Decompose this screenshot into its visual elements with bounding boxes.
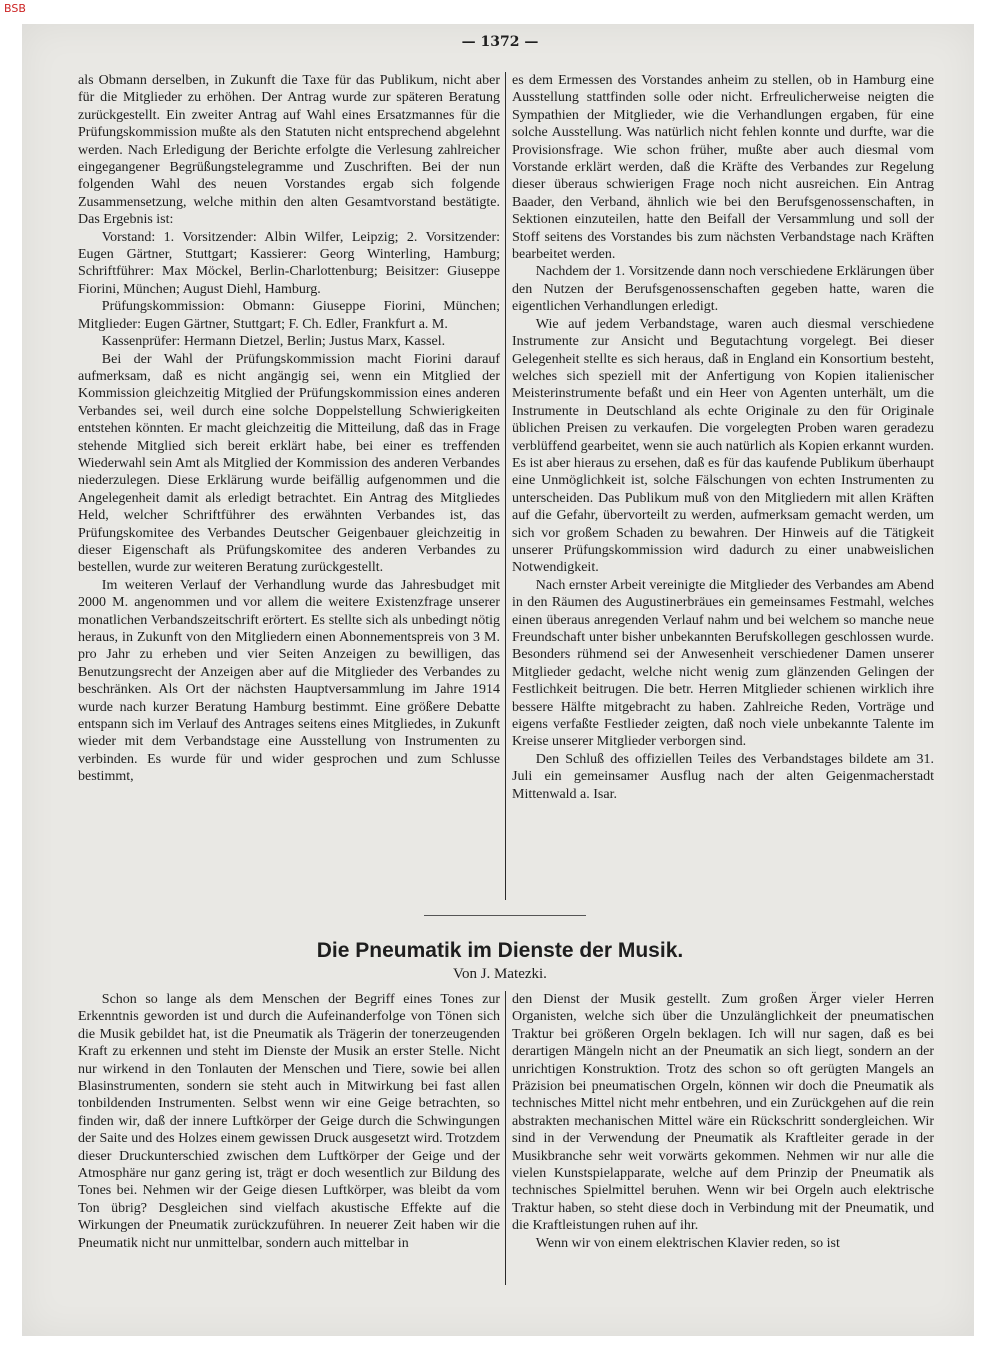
- section-rule: [424, 915, 586, 916]
- article-left-column: [78, 991, 500, 1252]
- upper-right-column: [512, 72, 934, 803]
- article-right-column: [512, 991, 934, 1252]
- paragraph: Vorstand: 1. Vorsitzender: Albin Wilfer, Leipzig; 2. Vorsitzender: Eugen Gärtner, Stuttgart; Kassierer: Georg Winterling, Hamburg; Schriftführer: Max Möckel, Berlin-Charlottenburg; Beisitzer: Giuseppe Fiorini, München; August Diehl, Hamburg.: [78, 229, 500, 297]
- paragraph: Im weiteren Verlauf der Verhandlung wurde das Jahresbudget mit 2000 M. angenommen und vor allem die weitere Existenzfrage unserer monatlichen Verbandszeitschrift erörtert. Es stellte sich als unbedingt nötig heraus, in Zukunft von den Mitgliedern einen Abonnementspreis von 3 M. pro Jahr zu erheben und vier Seiten Anzeigen zu bewilligen, das Benutzungsrecht der Anzeigen aber auf die Mitglieder des Verbandes zu beschränken. Als Ort der nächsten Hauptversammlung im Jahre 1914 wurde nach kurzer Beratung Hamburg bestimmt. Eine größere Debatte entspann sich im Verlauf des Antrages seitens eines Mitgliedes, in Zukunft wieder mit dem Verbandstage eine Ausstellung von Instrumenten zu verbinden. Es wurde für und wider gesprochen und zum Schlusse bestimmt,: [78, 577, 500, 785]
- paragraph: Wenn wir von einem elektrischen Klavier reden, so ist: [535, 1235, 840, 1251]
- column-divider: [505, 991, 506, 1285]
- paragraph: es dem Ermessen des Vorstandes anheim zu stellen, ob in Hamburg eine Ausstellung stattfinden solle oder nicht. Erfreulicherweise neigten die Sympathien der Mitglieder, wie die Verhandlungen ergaben, für eine solche Ausstellung. Was natürlich nicht fehlen konnte und durfte, war die Provisionsfrage. Wie schon früher, mußte aber auch diesmal vom Vorstande erklärt werden, daß die Kräfte des Verbandes zur Regelung dieser überaus schwierigen Frage noch nicht ausreichen. Ein Antrag Baader, den Verband, ähnlich wie bei den Berufsgenossenschaften, in Sektionen einzuteilen, hatte den Beifall der Versammlung und soll der Stoff seitens des Vorstandes bis zum nächsten Verbandstage nach Kräften bearbeitet werden.: [512, 73, 934, 263]
- paragraph: als Obmann derselben, in Zukunft die Taxe für das Publikum, nicht aber für die Mitglieder zu erhöhen. Der Antrag wurde zur späteren Beratung zurückgestellt. Ein zweiter Antrag auf Wahl eines Ersatzmannes für die Prüfungskommission mußte als den Statuten nicht entsprechend abgelehnt werden. Nach Erledigung der Berichte erfolgte die Verlesung zahlreicher eingegangener Begrüßungstelegramme und Zuschriften. Bei der nun folgenden Wahl des neuen Vorstandes ergab sich folgende Zusammensetzung, welche mithin den alten Gesamtvorstand bestätigte. Das Ergebnis ist:: [78, 73, 500, 228]
- paragraph: Schon so lange als dem Menschen der Begriff eines Tones zur Erkenntnis geworden ist und durch die Aufeinanderfolge von Tönen sich die Musik gebildet hat, ist die Pneumatik als Trägerin der tonerzeugenden Kraft zu erkennen und steht im Dienste der Musik an erster Stelle. Nicht nur wirkend in den Tonlauten der Menschen und Tiere, sowie bei allen Blasinstrumenten, sondern sie steht auch in Mitwirkung bei fast allen tonbildenden Instrumenten. Selbst wenn wir eine Geige betrachten, so finden wir, daß der innere Luftkörper der Geige durch die Schwingungen der Saite und des Holzes einem gewissen Druck ausgesetzt wird. Trotzdem dieser Druckunterschied zwischen dem Luftkörper der Geige und der Atmosphäre nur ganz gering ist, trägt er doch wesentlich zur Bildung des Tones bei. Nehmen wir der Geige diesen Luftkörper, was bleibt da vom Ton übrig? Desgleichen sind vielfach akustische Effekte auf die Wirkungen der Pneumatik zurückzuführen. In neuerer Zeit haben wir die Pneumatik nicht nur unmittelbar, sondern auch mittelbar in: [78, 992, 500, 1251]
- paragraph: Wie auf jedem Verbandstage, waren auch diesmal verschiedene Instrumente zur Ansicht und Begutachtung vorgelegt. Bei dieser Gelegenheit stellte es sich heraus, daß in England ein Konsortium besteht, welches sich speziell mit der Anfertigung von Kopien italienischer Meisterinstrumente befaßt und ein Heer von Agenten unterhält, um die Instrumente in Deutschland als echte Originale zu den für Originale üblichen Preisen zu verkaufen. Die vorgelegten Proben waren geradezu verblüffend gearbeitet, wenn sie auch natürlich als Kopien erkannt wurden. Es ist aber hieraus zu ersehen, daß es für das kaufende Publikum überhaupt eine Unmöglichkeit ist, solche Fälschungen von echten Instrumenten zu unterscheiden. Das Publikum muß von den Mitgliedern mit allen Kräften auf die Gefahr, übervorteilt zu werden, aufmerksam gemacht werden, um sich vor großem Schaden zu bewahren. Der Hinweis auf die Tätigkeit unserer Prüfungskommission wird dadurch zu einer unabweislichen Notwendigkeit.: [512, 316, 934, 576]
- paragraph: Den Schluß des offiziellen Teiles des Verbandstages bildete am 31. Juli ein gemeinsamer Ausflug nach der alten Geigenmacherstadt Mittenwald a. Isar.: [512, 751, 934, 802]
- article-byline: Von J. Matezki.: [453, 966, 547, 982]
- paragraph: Nach ernster Arbeit vereinigte die Mitglieder des Verbandes am Abend in den Räumen des Augustinerbräues ein gemeinsames Festmahl, welches einen überaus anregenden Verlauf nahm und bei welchem so manche neue Freundschaft unter bisher unbekannten Berufskollegen geschlossen wurde. Besonders rühmend sei der Anwesenheit verschiedener Damen unserer Mitglieder gedacht, welche nicht wenig zum glänzenden Gelingen der Festlichkeit beitrugen. Die betr. Herren Mitglieder schienen wirklich ihre bessere Hälfte mitgebracht zu haben. Zahlreiche Reden, Vorträge und eigens verfaßte Festlieder zeigten, daß noch viele unbekannte Talente im Kreise unserer Mitglieder verborgen sind.: [512, 577, 934, 750]
- column-divider: [505, 72, 506, 900]
- paragraph: Bei der Wahl der Prüfungskommission macht Fiorini darauf aufmerksam, daß es nicht angängig sei, wenn ein Mitglied der Kommission gleichzeitig Mitglied der Prüfungskommission eines anderen Verbandes sei, weil durch eine solche Doppelstellung Schwierigkeiten entstehen könnten. Er macht gleichzeitig die Mitteilung, daß das in Frage stehende Mitglied sich bereit erklärt habe, bei einer es treffenden Wiederwahl sein Amt als Mitglied der Kommission des anderen Verbandes niederzulegen. Diese Erklärung wurde beifällig aufgenommen und die Angelegenheit damit als erledigt betrachtet. Ein Antrag des Mitgliedes Held, welcher Schriftführer des erwähnten Verbandes ist, das Prüfungskomitee des Verbandes Deutscher Geigenbauer gleichzeitig in dieser Eigenschaft als Prüfungskomitee des anderen Verbandes zu bestellen, wurde zur weiteren Beratung zurückgestellt.: [78, 351, 500, 576]
- upper-left-column: [78, 72, 500, 786]
- paragraph: Kassenprüfer: Hermann Dietzel, Berlin; Justus Marx, Kassel.: [101, 334, 446, 350]
- paragraph: Prüfungskommission: Obmann: Giuseppe Fiorini, München; Mitglieder: Eugen Gärtner, Stuttgart; F. Ch. Edler, Frankfurt a. M.: [78, 299, 500, 332]
- library-watermark: BSB: [4, 2, 26, 15]
- article-title: Die Pneumatik im Dienste der Musik.: [316, 939, 684, 962]
- page-number: — 1372 —: [461, 34, 539, 50]
- paragraph: den Dienst der Musik gestellt. Zum großen Ärger vieler Herren Organisten, welche sich über die Unzulänglichkeit der pneumatischen Traktur bei größeren Orgeln beklagen. Ich will nur sagen, daß es bei derartigen Mängeln nicht an der Pneumatik an sich liegt, sondern an der unrichtigen Konstruktion. Trotz des schon so oft gerügten Mangels an Präzision bei pneumatischen Orgeln, können wir doch die Pneumatik als technisches Mittel nicht mehr entbehren, und ein Zurückgehen auf die rein abstrakten mechanischen Mittel wäre ein Rückschritt sondergleichen. Wir sind in der Verwendung der Pneumatik als Kraftleiter gerade in der Musikbranche sehr weit vorwärts gekommen. Nehmen wir nur alle die vielen Kunstspielapparate, welche auf dem Prinzip der Pneumatik als technisches Spielmittel beruhen. Wenn wir bei Orgeln auch elektrische Traktur haben, so steht diese doch in Verbindung mit der Pneumatik, und die Kraftleistungen ruhen auf ihr.: [512, 992, 934, 1234]
- paragraph: Nachdem der 1. Vorsitzende dann noch verschiedene Erklärungen über den Nutzen der Berufsgenossenschaften gegeben hatte, waren die eigentlichen Verhandlungen erledigt.: [512, 264, 934, 315]
